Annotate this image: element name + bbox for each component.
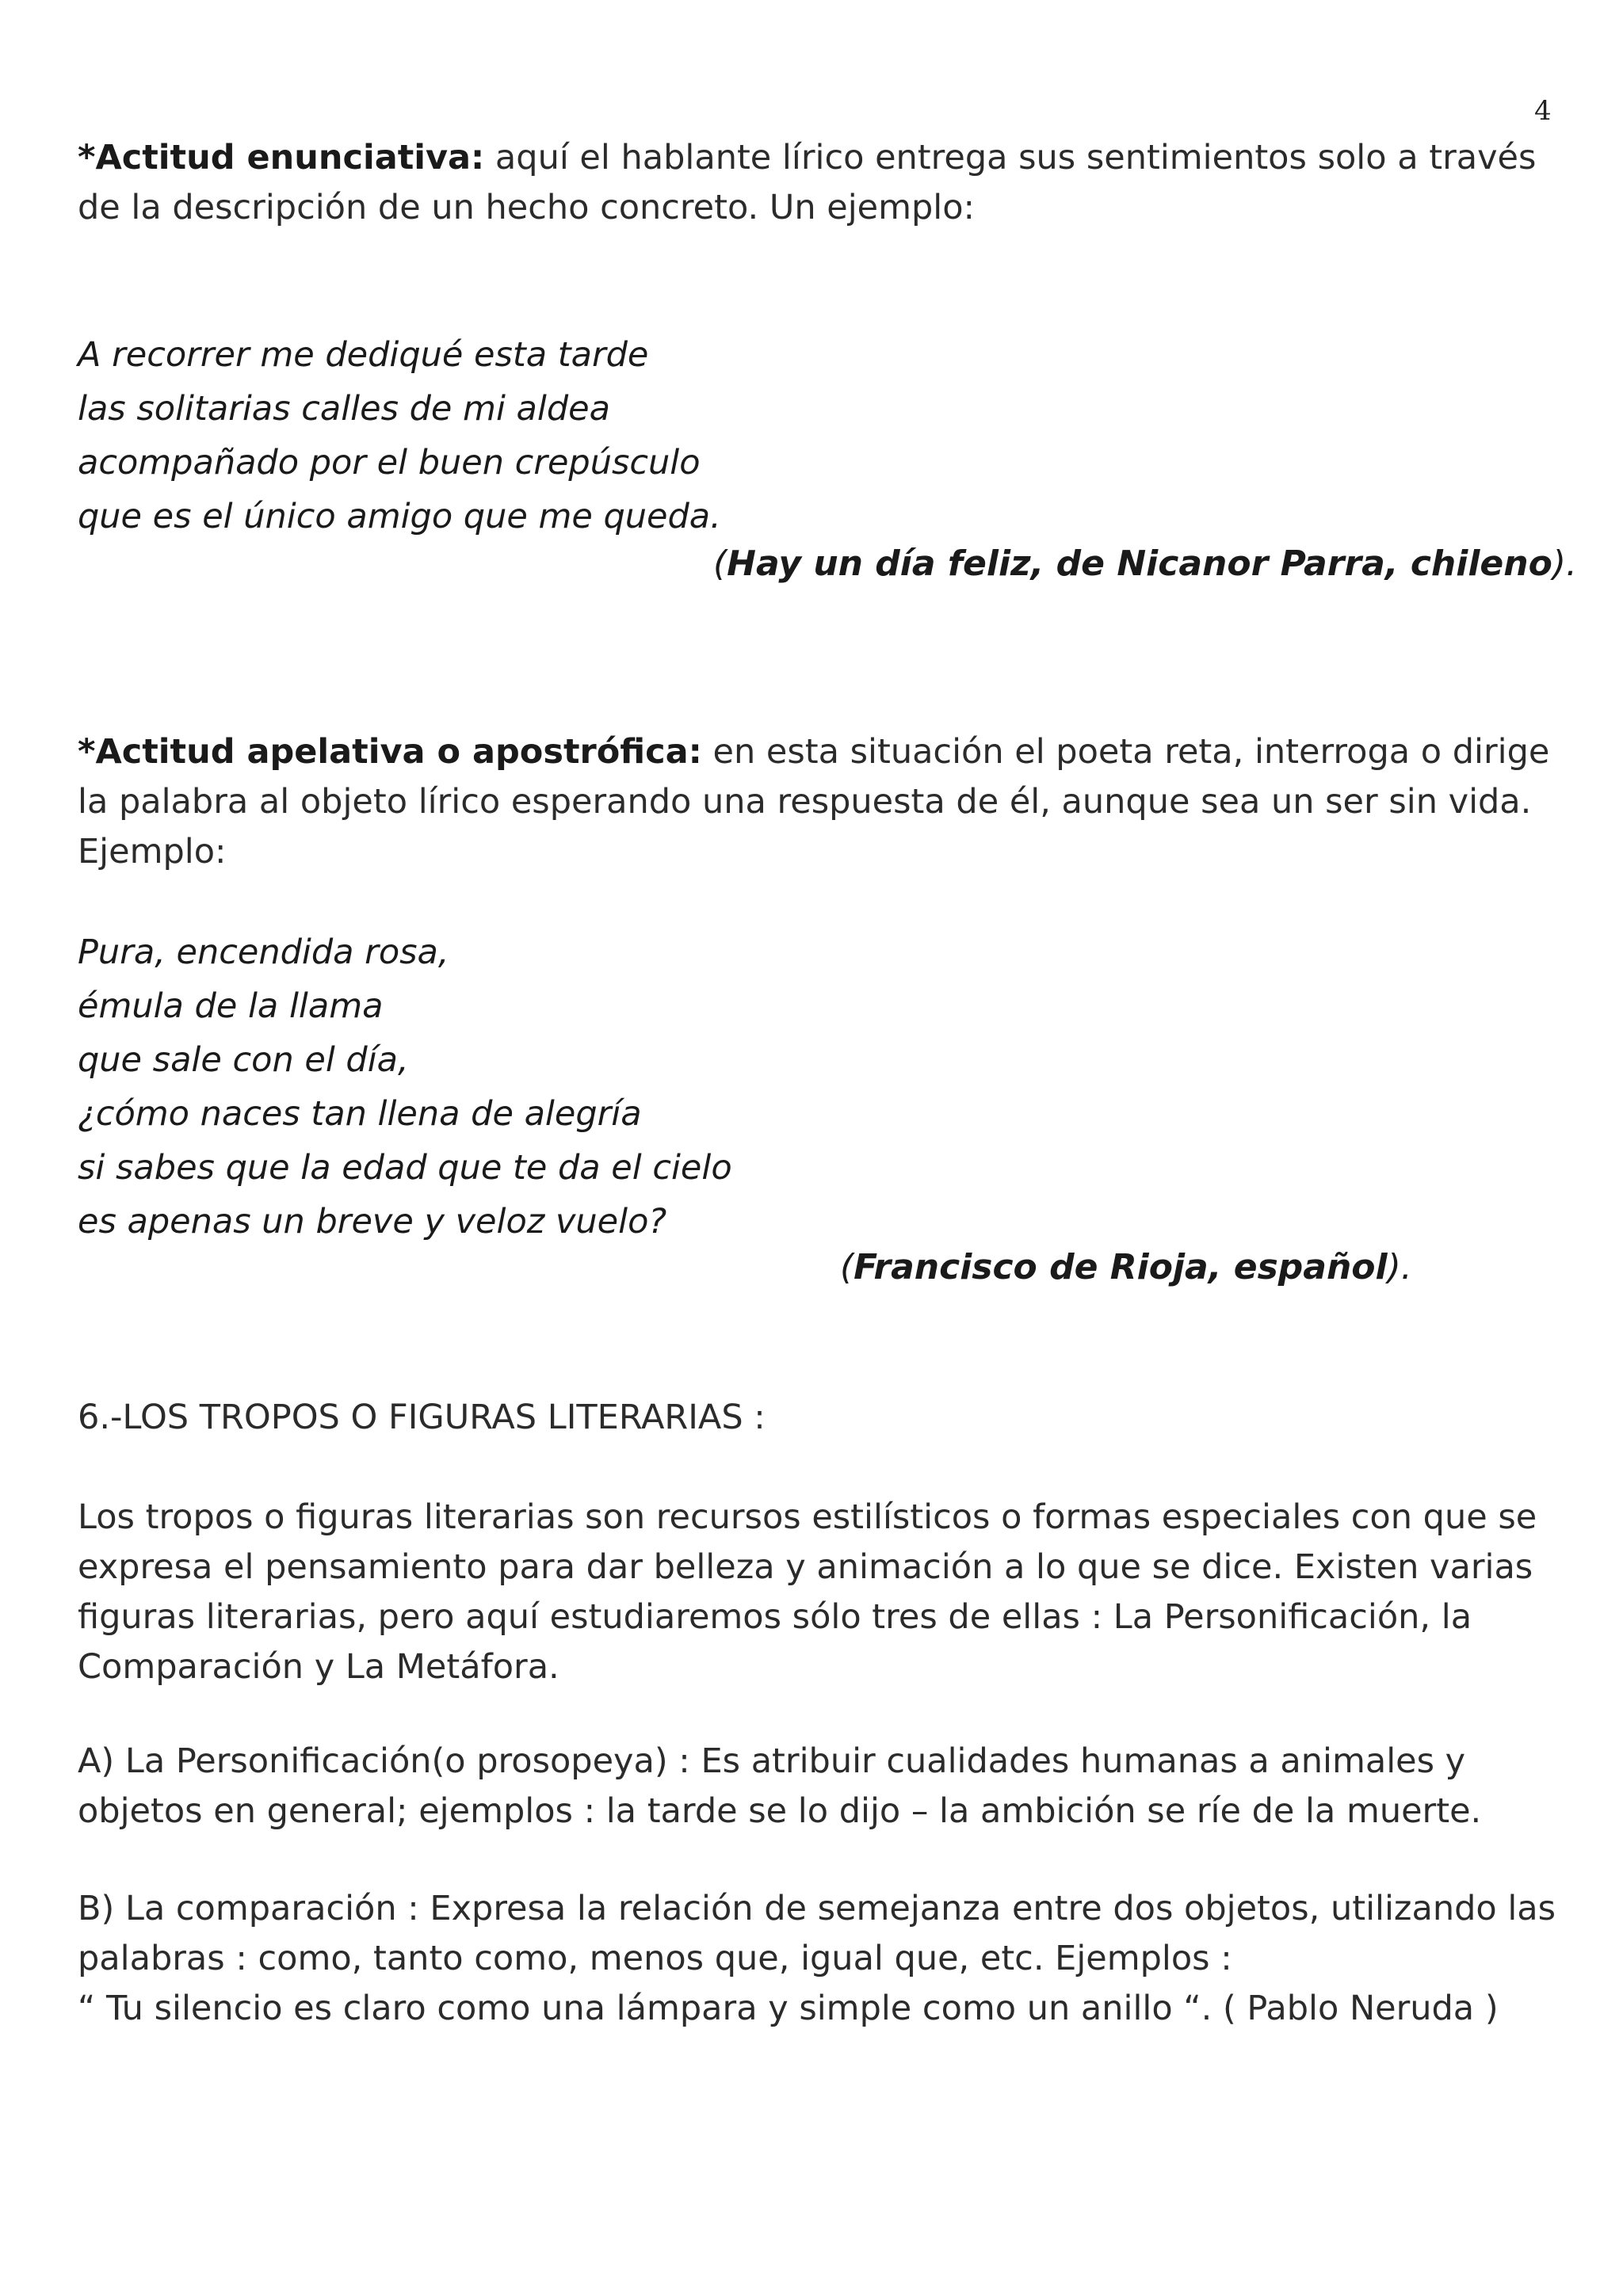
page-number: 4: [1534, 95, 1552, 127]
poem-line: las solitarias calles de mi aldea: [78, 389, 610, 429]
poem-line: A recorrer me dediqué esta tarde: [78, 335, 649, 375]
apelativa-paragraph: [78, 727, 1583, 877]
personificacion-paragraph: A) La Personificación(o prosopeya) : Es atribuir cualidades humanas a animales y objetos en general; ejemplos : la tarde se lo dijo – la ambición se ríe de la muerte.: [78, 1741, 1482, 1831]
attribution-source: Hay un día feliz, de Nicanor Parra, chileno: [727, 543, 1552, 584]
section-heading-tropos: 6.-LOS TROPOS O FIGURAS LITERARIAS :: [78, 1398, 766, 1437]
poem-rioja-attribution: [840, 1247, 1412, 1287]
poem-line: ¿cómo naces tan llena de alegría: [78, 1094, 642, 1134]
poem-line: Pura, encendida rosa,: [78, 933, 449, 972]
poem-parra-attribution: [713, 543, 1577, 584]
poem-line: acompañado por el buen crepúsculo: [78, 443, 701, 482]
poem-rioja: [78, 925, 732, 1249]
poem-line: que es el único amigo que me queda.: [78, 497, 721, 536]
enunciativa-term: *Actitud enunciativa:: [78, 138, 485, 177]
poem-parra: [78, 328, 721, 543]
attribution-open: (: [713, 543, 727, 584]
attribution-close: ).: [1387, 1247, 1412, 1287]
neruda-quote: “ Tu silencio es claro como una lámpara y simple como un anillo “. ( Pablo Neruda ): [78, 1989, 1499, 2028]
tropos-paragraph: Los tropos o figuras literarias son recursos estilísticos o formas especiales con que se expresa el pensamiento para dar belleza y animación a lo que se dice. Existen varias figuras literarias, pero aquí estudiaremos sólo tres de ellas : La Personificación, la Comparación y La Metáfora.: [78, 1497, 1548, 1687]
attribution-source: Francisco de Rioja, español: [854, 1247, 1388, 1287]
apelativa-term: *Actitud apelativa o apostrófica:: [78, 732, 702, 772]
comparacion-paragraph: B) La comparación : Expresa la relación de semejanza entre dos objetos, utilizando las palabras : como, tanto como, menos que, igual que, etc. Ejemplos :: [78, 1889, 1567, 1978]
enunciativa-paragraph: [78, 133, 1568, 233]
attribution-close: ).: [1552, 543, 1577, 584]
poem-line: émula de la llama: [78, 986, 384, 1026]
poem-line: es apenas un breve y veloz vuelo?: [78, 1202, 667, 1241]
poem-line: si sabes que la edad que te da el cielo: [78, 1148, 732, 1188]
attribution-open: (: [840, 1247, 854, 1287]
enunciativa-text: aquí el hablante lírico entrega sus sentimientos solo a través de la descripción de un hecho concreto. Un ejemplo:: [78, 138, 1548, 227]
apelativa-text: en esta situación el poeta reta, interroga o dirige la palabra al objeto lírico esperando una respuesta de él, aunque sea un ser sin vida. Ejemplo:: [78, 732, 1561, 871]
poem-line: que sale con el día,: [78, 1040, 409, 1080]
